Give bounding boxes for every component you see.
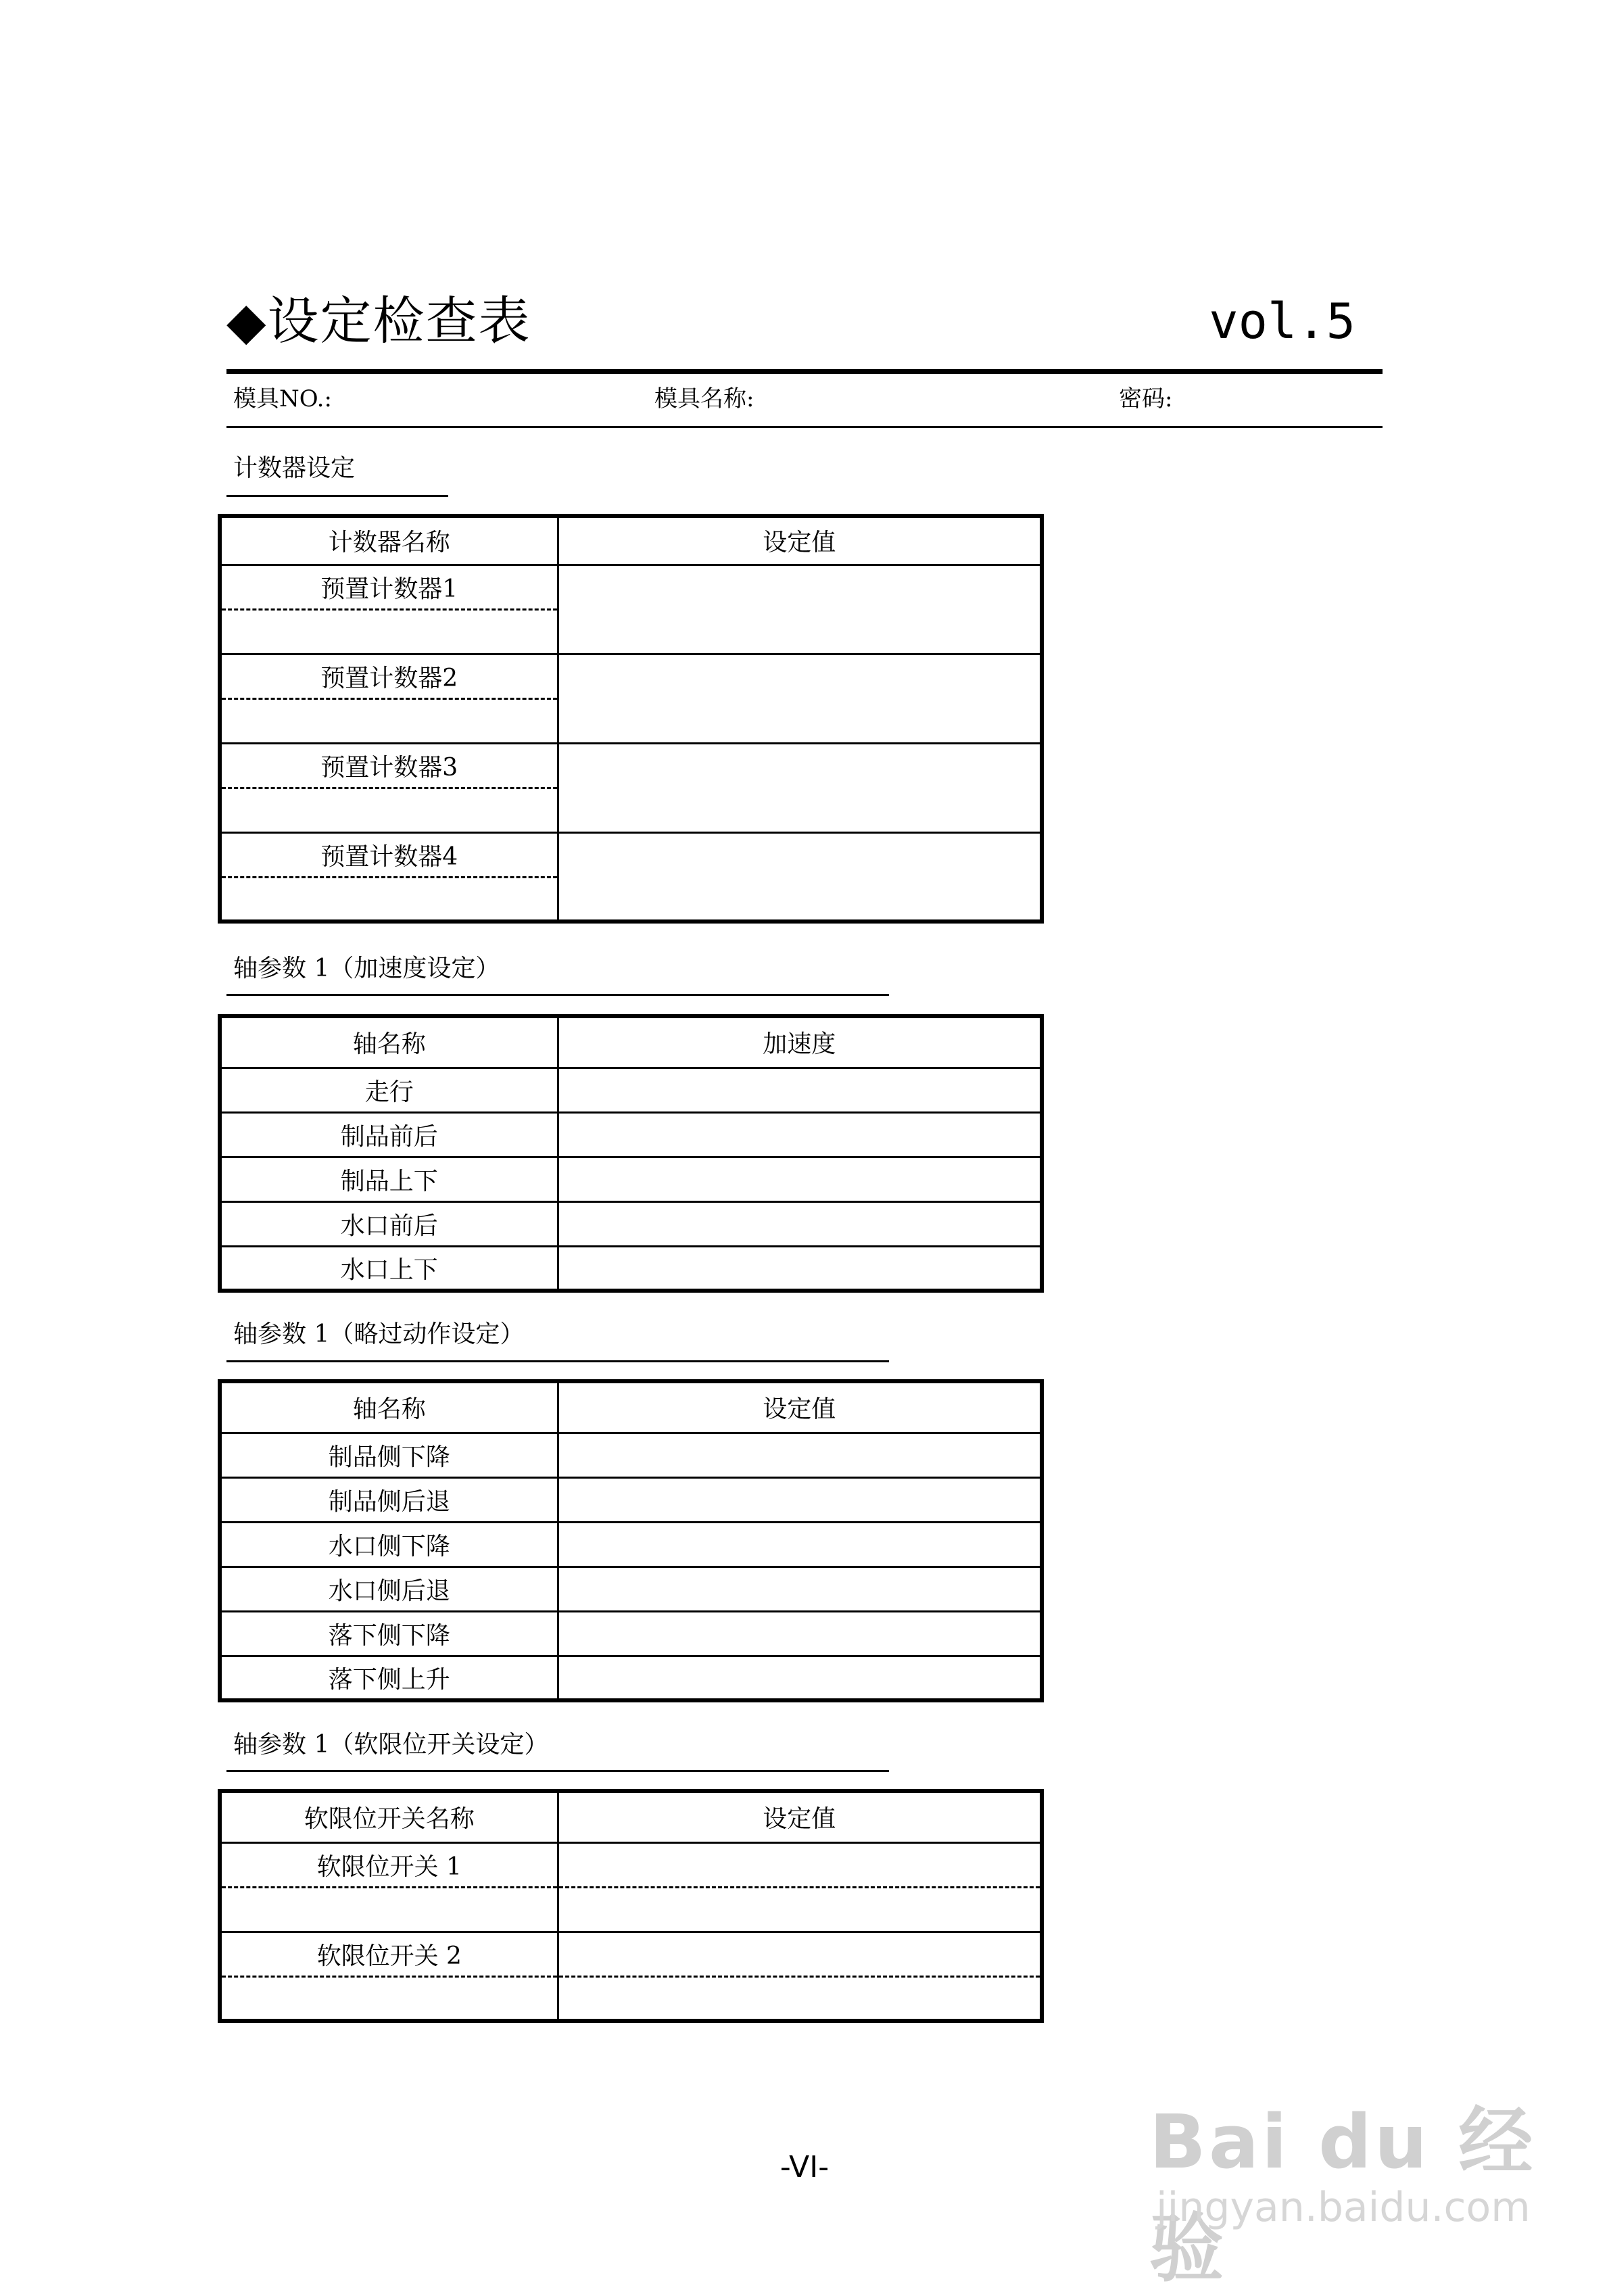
value-cell[interactable] [558, 1068, 1042, 1112]
section-counter-title: 计数器设定 [233, 454, 356, 482]
section-counter-rule [226, 495, 448, 497]
column-header: 轴名称 [220, 1016, 558, 1068]
watermark-url: jingyan.baidu.com [1156, 2184, 1531, 2231]
value-cell[interactable] [558, 654, 1042, 743]
blank-cell[interactable] [220, 1887, 558, 1932]
acceleration-table [218, 1014, 1044, 1293]
value-cell[interactable] [558, 1433, 1042, 1477]
column-header: 设定值 [558, 516, 1042, 565]
mold-no-field[interactable]: 模具NO.: [233, 385, 332, 412]
axis-name-cell: 制品前后 [220, 1112, 558, 1157]
axis-name-cell: 走行 [220, 1068, 558, 1112]
page-title: ◆设定检查表 [226, 291, 531, 351]
blank-cell[interactable] [220, 1976, 558, 2021]
value-cell[interactable] [558, 1246, 1042, 1291]
password-field[interactable]: 密码: [1119, 385, 1173, 412]
soft-limit-table [218, 1789, 1044, 2023]
axis-name-cell: 水口上下 [220, 1246, 558, 1291]
column-header: 设定值 [558, 1381, 1042, 1433]
section-soft-limit-title: 轴参数 1（软限位开关设定） [233, 1731, 549, 1759]
switch-name-cell: 软限位开关 1 [220, 1842, 558, 1887]
title-rule [226, 369, 1383, 374]
value-cell[interactable] [558, 1976, 1042, 2021]
axis-name-cell: 水口前后 [220, 1201, 558, 1246]
counter-name-cell: 预置计数器2 [220, 654, 558, 698]
column-header: 加速度 [558, 1016, 1042, 1068]
value-cell[interactable] [558, 1656, 1042, 1700]
value-cell[interactable] [558, 1201, 1042, 1246]
column-header: 轴名称 [220, 1381, 558, 1433]
value-cell[interactable] [558, 1522, 1042, 1566]
section-acceleration-title: 轴参数 1（加速度设定） [233, 955, 500, 982]
version-label: vol.5 [1209, 293, 1355, 350]
value-cell[interactable] [558, 1611, 1042, 1656]
axis-name-cell: 水口侧后退 [220, 1566, 558, 1611]
page-number: -VI- [779, 2150, 830, 2184]
section-skip-rule [226, 1360, 889, 1362]
counter-name-cell: 预置计数器3 [220, 743, 558, 788]
value-cell[interactable] [558, 1477, 1042, 1522]
axis-name-cell: 落下侧上升 [220, 1656, 558, 1700]
switch-name-cell: 软限位开关 2 [220, 1932, 558, 1976]
counter-table [218, 514, 1044, 924]
section-soft-limit-rule [226, 1770, 889, 1772]
skip-action-table [218, 1379, 1044, 1702]
value-cell[interactable] [558, 832, 1042, 922]
blank-cell[interactable] [220, 698, 558, 743]
axis-name-cell: 制品侧后退 [220, 1477, 558, 1522]
counter-name-cell: 预置计数器4 [220, 832, 558, 877]
axis-name-cell: 制品侧下降 [220, 1433, 558, 1477]
watermark-logo: Bai du 经验 [1149, 2099, 1536, 2292]
axis-name-cell: 制品上下 [220, 1157, 558, 1201]
title-row [226, 281, 1383, 362]
column-header: 计数器名称 [220, 516, 558, 565]
axis-name-cell: 水口侧下降 [220, 1522, 558, 1566]
section-acceleration-rule [226, 994, 889, 996]
value-cell[interactable] [558, 1887, 1042, 1932]
value-cell[interactable] [558, 1566, 1042, 1611]
axis-name-cell: 落下侧下降 [220, 1611, 558, 1656]
blank-cell[interactable] [220, 788, 558, 832]
counter-name-cell: 预置计数器1 [220, 565, 558, 609]
value-cell[interactable] [558, 1842, 1042, 1887]
blank-cell[interactable] [220, 609, 558, 654]
section-skip-title: 轴参数 1（略过动作设定） [233, 1320, 525, 1348]
info-rule [226, 426, 1383, 428]
value-cell[interactable] [558, 743, 1042, 832]
mold-name-field[interactable]: 模具名称: [654, 385, 754, 412]
value-cell[interactable] [558, 1157, 1042, 1201]
value-cell[interactable] [558, 1932, 1042, 1976]
column-header: 软限位开关名称 [220, 1791, 558, 1842]
blank-cell[interactable] [220, 877, 558, 922]
column-header: 设定值 [558, 1791, 1042, 1842]
value-cell[interactable] [558, 1112, 1042, 1157]
value-cell[interactable] [558, 565, 1042, 654]
watermark [1136, 2055, 1568, 2292]
